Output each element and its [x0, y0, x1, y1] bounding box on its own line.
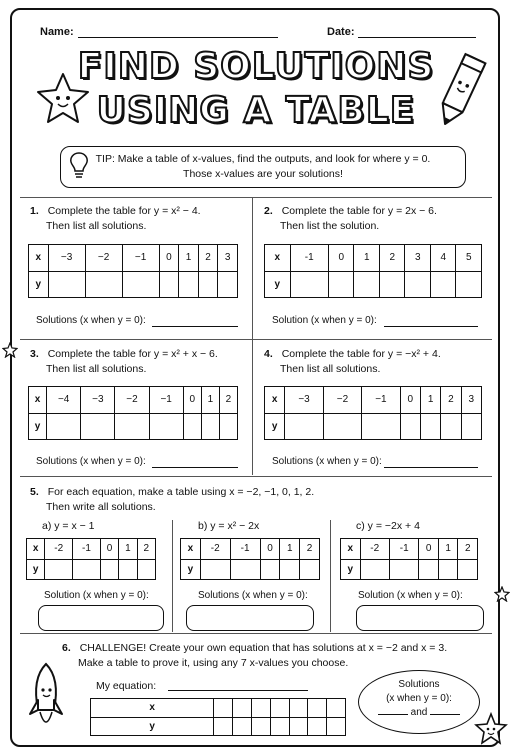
divider [172, 520, 173, 632]
y-value-cell[interactable] [362, 413, 400, 440]
x-value-cell: 0 [328, 245, 354, 272]
question-2 [264, 204, 494, 234]
q6-table [90, 698, 346, 736]
x-value-cell: −3 [285, 387, 323, 414]
q5c-table [340, 538, 478, 580]
x-value-cell: −2 [85, 245, 122, 272]
x-value-cell: −1 [362, 387, 400, 414]
row-header-y: y [265, 271, 291, 298]
q5c-label: c) y = −2x + 4 [356, 520, 420, 532]
smiling-rocket-icon [24, 660, 68, 740]
x-value-cell: -1 [389, 539, 418, 560]
q1-table [28, 244, 238, 298]
row-header-x: x [27, 539, 45, 560]
question-5 [30, 485, 470, 515]
y-value-cell[interactable] [456, 271, 482, 298]
x-value-cell: 3 [218, 245, 238, 272]
x-value-cell: 1 [119, 539, 137, 560]
divider [20, 633, 492, 634]
x-value-cell[interactable] [251, 699, 270, 718]
q4-solution-field[interactable] [384, 467, 478, 468]
q1-solution-field[interactable] [152, 326, 238, 327]
solutions-oval-text [358, 678, 480, 720]
name-field[interactable] [78, 37, 278, 38]
question-number: 5. [30, 486, 39, 498]
y-value-cell[interactable] [430, 271, 456, 298]
q2-solution-label: Solution (x when y = 0): [272, 315, 377, 326]
question-number: 4. [264, 348, 273, 360]
question-text: Then list the solution. [280, 220, 380, 232]
y-value-cell[interactable] [289, 717, 308, 736]
y-value-cell[interactable] [115, 413, 149, 440]
y-value-cell[interactable] [183, 413, 201, 440]
divider [20, 476, 492, 477]
x-value-cell: 1 [179, 245, 199, 272]
y-value-cell[interactable] [461, 413, 481, 440]
y-value-cell[interactable] [100, 559, 118, 580]
q5b-label: b) y = x² − 2x [198, 520, 260, 532]
question-text: CHALLENGE! Create your own equation that has solutions at x = −2 and x = 3. [79, 642, 448, 654]
x-value-cell: 0 [260, 539, 280, 560]
divider [330, 520, 331, 632]
question-1 [30, 204, 250, 234]
x-value-cell: 2 [458, 539, 478, 560]
question-text: Complete the table for y = x² − 4. [47, 205, 201, 217]
y-value-cell[interactable] [285, 413, 323, 440]
question-number: 1. [30, 205, 39, 217]
x-value-cell: 0 [400, 387, 420, 414]
y-value-cell[interactable] [308, 717, 327, 736]
lightbulb-icon [68, 150, 90, 182]
q5a-table [26, 538, 156, 580]
x-value-cell: 0 [159, 245, 179, 272]
y-value-cell[interactable] [260, 559, 280, 580]
x-value-cell: 1 [438, 539, 458, 560]
y-value-cell[interactable] [198, 271, 218, 298]
y-value-cell[interactable] [119, 559, 137, 580]
q3-solution-field[interactable] [152, 467, 238, 468]
question-text: Then write all solutions. [46, 501, 156, 513]
smiling-star-icon [34, 70, 92, 126]
y-value-cell[interactable] [45, 559, 73, 580]
x-value-cell: 2 [198, 245, 218, 272]
x-value-cell[interactable] [233, 699, 252, 718]
x-value-cell: −1 [149, 387, 183, 414]
y-value-cell[interactable] [420, 413, 440, 440]
row-header-y: y [29, 413, 47, 440]
y-value-cell[interactable] [214, 717, 233, 736]
date-field[interactable] [358, 37, 476, 38]
name-label: Name: [40, 26, 74, 38]
y-value-cell[interactable] [405, 271, 431, 298]
question-number: 3. [30, 348, 39, 360]
x-value-cell: 3 [461, 387, 481, 414]
x-value-cell: −2 [323, 387, 361, 414]
y-value-cell[interactable] [137, 559, 155, 580]
tip-box [60, 146, 466, 188]
question-4 [264, 347, 494, 377]
y-value-cell[interactable] [323, 413, 361, 440]
y-value-cell[interactable] [200, 559, 230, 580]
x-value-cell: -1 [290, 245, 328, 272]
x-value-cell: -2 [45, 539, 73, 560]
row-header-x: x [91, 699, 214, 718]
y-value-cell[interactable] [360, 559, 389, 580]
x-value-cell: 4 [430, 245, 456, 272]
y-value-cell[interactable] [327, 717, 346, 736]
row-header-y: y [29, 271, 49, 298]
question-3 [30, 347, 250, 377]
x-value-cell: -2 [360, 539, 389, 560]
q5c-solution-label: Solution (x when y = 0): [358, 590, 463, 601]
q3-solution-label: Solutions (x when y = 0): [36, 456, 146, 467]
smiling-star-icon [474, 712, 508, 746]
q1-solution-label: Solutions (x when y = 0): [36, 315, 146, 326]
y-value-cell[interactable] [218, 271, 238, 298]
q4-table [264, 386, 482, 440]
x-value-cell: -1 [230, 539, 260, 560]
q5b-table [180, 538, 320, 580]
x-value-cell: −3 [81, 387, 115, 414]
row-header-y: y [27, 559, 45, 580]
x-value-cell: 2 [219, 387, 237, 414]
x-value-cell: 2 [441, 387, 461, 414]
row-header-x: x [265, 387, 285, 414]
x-value-cell[interactable] [270, 699, 289, 718]
q2-table [264, 244, 482, 298]
date-label: Date: [327, 26, 355, 38]
solutions-oval-and: and [410, 707, 428, 718]
x-value-cell: −4 [47, 387, 81, 414]
tip-line1: TIP: Make a table of x-values, find the outputs, and look for where y = 0. [95, 153, 431, 165]
y-value-cell[interactable] [270, 717, 289, 736]
x-value-cell: 0 [100, 539, 118, 560]
y-value-cell[interactable] [233, 717, 252, 736]
question-text: Complete the table for y = x² + x − 6. [47, 348, 218, 360]
x-value-cell: 1 [420, 387, 440, 414]
row-header-x: x [29, 245, 49, 272]
q4-solution-label: Solutions (x when y = 0): [272, 456, 382, 467]
x-value-cell: 1 [354, 245, 380, 272]
solutions-oval-title: Solutions [398, 679, 440, 690]
page-title-line1: FIND SOLUTIONS [77, 46, 435, 87]
y-value-cell[interactable] [290, 271, 328, 298]
q5b-solution-box[interactable] [186, 605, 314, 631]
y-value-cell[interactable] [179, 271, 199, 298]
page-title-line2: USING A TABLE [96, 90, 416, 131]
question-6 [62, 641, 492, 671]
x-value-cell[interactable] [327, 699, 346, 718]
row-header-y: y [265, 413, 285, 440]
row-header-x: x [181, 539, 201, 560]
question-text: Make a table to prove it, using any 7 x-values you choose. [78, 657, 349, 669]
my-equation-label: My equation: [96, 680, 157, 692]
y-value-cell[interactable] [441, 413, 461, 440]
x-value-cell: 1 [280, 539, 300, 560]
solutions-oval-subtitle: (x when y = 0): [386, 693, 452, 704]
x-value-cell[interactable] [308, 699, 327, 718]
y-value-cell[interactable] [419, 559, 439, 580]
row-header-y: y [181, 559, 201, 580]
y-value-cell[interactable] [379, 271, 405, 298]
y-value-cell[interactable] [389, 559, 418, 580]
x-value-cell: -2 [200, 539, 230, 560]
x-value-cell[interactable] [214, 699, 233, 718]
star-icon [2, 342, 18, 358]
q5a-solution-label: Solution (x when y = 0): [44, 590, 149, 601]
divider [20, 339, 492, 340]
row-header-x: x [341, 539, 361, 560]
tip-line2: Those x-values are your solutions! [183, 168, 343, 180]
y-value-cell[interactable] [201, 413, 219, 440]
x-value-cell: −2 [115, 387, 149, 414]
q5c-solution-box[interactable] [356, 605, 484, 631]
question-text: Complete the table for y = 2x − 6. [281, 205, 437, 217]
x-value-cell[interactable] [289, 699, 308, 718]
y-value-cell[interactable] [230, 559, 260, 580]
q3-table [28, 386, 238, 440]
y-value-cell[interactable] [122, 271, 159, 298]
y-value-cell[interactable] [47, 413, 81, 440]
question-text: Then list all solutions. [280, 363, 381, 375]
q5a-solution-box[interactable] [38, 605, 164, 631]
q5a-label: a) y = x − 1 [42, 520, 95, 532]
star-icon [494, 586, 510, 602]
divider [20, 197, 492, 198]
question-text: Complete the table for y = −x² + 4. [281, 348, 441, 360]
y-value-cell[interactable] [328, 271, 354, 298]
y-value-cell[interactable] [85, 271, 122, 298]
y-value-cell[interactable] [280, 559, 300, 580]
question-text: Then list all solutions. [46, 363, 147, 375]
row-header-x: x [29, 387, 47, 414]
x-value-cell: 3 [405, 245, 431, 272]
x-value-cell: 2 [137, 539, 155, 560]
y-value-cell[interactable] [149, 413, 183, 440]
x-value-cell: 2 [300, 539, 320, 560]
y-value-cell[interactable] [81, 413, 115, 440]
y-value-cell[interactable] [354, 271, 380, 298]
row-header-y: y [341, 559, 361, 580]
divider [252, 197, 253, 475]
solution-blank-2[interactable] [430, 714, 460, 715]
x-value-cell: 1 [201, 387, 219, 414]
row-header-x: x [265, 245, 291, 272]
q2-solution-field[interactable] [384, 326, 478, 327]
x-value-cell: −3 [48, 245, 85, 272]
row-header-y: y [91, 717, 214, 736]
y-value-cell[interactable] [48, 271, 85, 298]
question-text: Then list all solutions. [46, 220, 147, 232]
question-text: For each equation, make a table using x = −2, −1, 0, 1, 2. [47, 486, 315, 498]
x-value-cell: -1 [73, 539, 101, 560]
y-value-cell[interactable] [159, 271, 179, 298]
x-value-cell: 5 [456, 245, 482, 272]
y-value-cell[interactable] [300, 559, 320, 580]
y-value-cell[interactable] [458, 559, 478, 580]
question-number: 6. [62, 642, 71, 654]
x-value-cell: 0 [419, 539, 439, 560]
x-value-cell: 0 [183, 387, 201, 414]
y-value-cell[interactable] [400, 413, 420, 440]
y-value-cell[interactable] [251, 717, 270, 736]
x-value-cell: 2 [379, 245, 405, 272]
smiling-pencil-icon [432, 50, 492, 132]
x-value-cell: −1 [122, 245, 159, 272]
solution-blank-1[interactable] [378, 714, 408, 715]
y-value-cell[interactable] [73, 559, 101, 580]
question-number: 2. [264, 205, 273, 217]
q5b-solution-label: Solutions (x when y = 0): [198, 590, 308, 601]
my-equation-field[interactable] [168, 690, 308, 691]
y-value-cell[interactable] [219, 413, 237, 440]
y-value-cell[interactable] [438, 559, 458, 580]
